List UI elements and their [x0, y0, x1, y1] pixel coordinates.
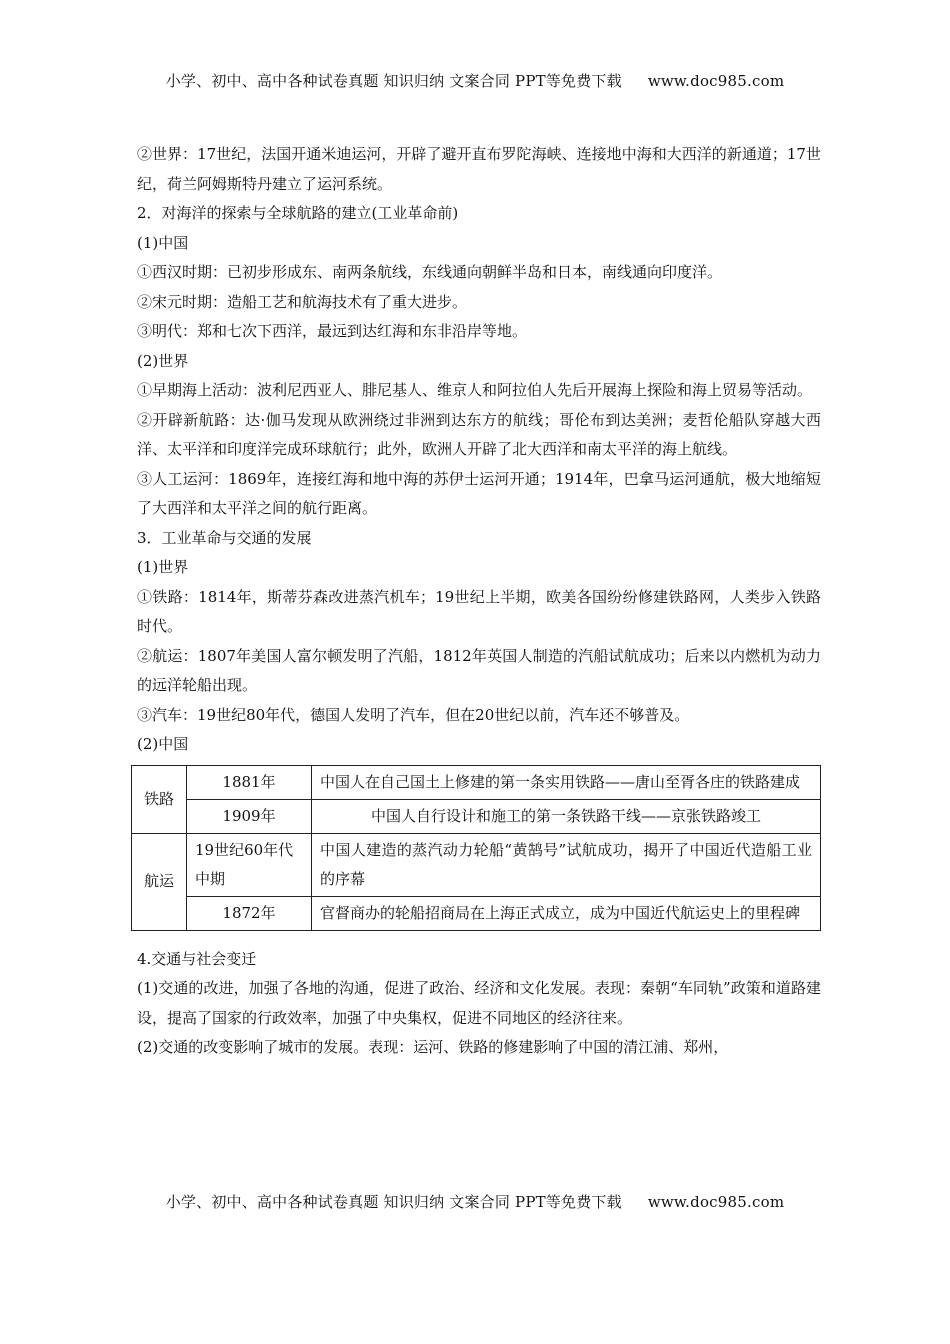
china-transport-table — [131, 765, 821, 931]
header-site: www.doc985.com — [647, 72, 785, 90]
section-3-world-item-2: ②航运：1807年美国人富尔顿发明了汽船，1812年英国人制造的汽船试航成功；后来以内燃机为动力的远洋轮船出现。 — [137, 646, 821, 694]
table-cell-desc: 中国人自行设计和施工的第一条铁路干线——京张铁路竣工 — [312, 799, 821, 833]
section-2-title: 2．对海洋的探索与全球航路的建立(工业革命前) — [137, 204, 459, 222]
section-4-title: 4.交通与社会变迁 — [137, 949, 257, 968]
section-2-world-heading: (2)世界 — [137, 351, 189, 370]
section-3-world-item-1: ①铁路：1814年，斯蒂芬森改进蒸汽机车；19世纪上半期，欧美各国纷纷修建铁路网，人类步入铁路时代。 — [137, 587, 821, 635]
table-cell-desc: 中国人在自己国土上修建的第一条实用铁路——唐山至胥各庄的铁路建成 — [312, 765, 821, 799]
section-2-china-item-3: ③明代：郑和七次下西洋，最远到达红海和东非沿岸等地。 — [137, 322, 528, 340]
paragraph-world-canals: ②世界：17世纪，法国开通米迪运河，开辟了避开直布罗陀海峡、连接地中海和大西洋的新通道；17世纪，荷兰阿姆斯特丹建立了运河系统。 — [137, 145, 821, 193]
category-shipping: 航运 — [132, 833, 187, 930]
table-cell-year: 1881年 — [187, 765, 312, 799]
section-3-world-item-3: ③汽车：19世纪80年代，德国人发明了汽车，但在20世纪以前，汽车还不够普及。 — [137, 705, 690, 724]
table-row — [132, 765, 821, 799]
header-text: 小学、初中、高中各种试卷真题 知识归纳 文案合同 PPT等免费下载 — [165, 72, 622, 90]
section-2-world-item-3: ③人工运河：1869年，连接红海和地中海的苏伊士运河开通；1914年，巴拿马运河通航，极大地缩短了大西洋和太平洋之间的航行距离。 — [137, 469, 821, 517]
section-2-china-heading: (1)中国 — [137, 233, 189, 252]
table-cell-year: 19世纪60年代中期 — [187, 833, 312, 896]
section-3-title: 3．工业革命与交通的发展 — [137, 528, 312, 547]
page-footer — [0, 1191, 950, 1212]
table-row — [132, 799, 821, 833]
table-cell-year: 1909年 — [187, 799, 312, 833]
section-2-china-item-1: ①西汉时期：已初步形成东、南两条航线，东线通向朝鲜半岛和日本，南线通向印度洋。 — [137, 263, 723, 281]
category-railway: 铁路 — [132, 765, 187, 833]
document-body — [137, 140, 821, 1063]
section-4-item-1: (1)交通的改进，加强了各地的沟通，促进了政治、经济和文化发展。表现：秦朝“车同轨”政策和道路建设，提高了国家的行政效率，加强了中央集权，促进不同地区的经济往来。 — [137, 979, 821, 1027]
table-row — [132, 833, 821, 896]
section-3-china-heading: (2)中国 — [137, 735, 189, 753]
section-3-world-heading: (1)世界 — [137, 558, 189, 576]
table-cell-desc: 中国人建造的蒸汽动力轮船“黄鹄号”试航成功，揭开了中国近代造船工业的序幕 — [312, 833, 821, 896]
table-row — [132, 896, 821, 930]
section-2-world-item-1: ①早期海上活动：波利尼西亚人、腓尼基人、维京人和阿拉伯人先后开展海上探险和海上贸易等活动。 — [137, 381, 813, 399]
footer-text: 小学、初中、高中各种试卷真题 知识归纳 文案合同 PPT等免费下载 — [165, 1193, 622, 1211]
section-2-china-item-2: ②宋元时期：造船工艺和航海技术有了重大进步。 — [137, 292, 468, 311]
section-2-world-item-2: ②开辟新航路：达·伽马发现从欧洲绕过非洲到达东方的航线；哥伦布到达美洲；麦哲伦船队穿越大西洋、太平洋和印度洋完成环球航行；此外，欧洲人开辟了北大西洋和南太平洋的海上航线。 — [137, 410, 821, 458]
table-cell-year: 1872年 — [187, 896, 312, 930]
spacer — [137, 931, 821, 945]
footer-site: www.doc985.com — [647, 1193, 785, 1211]
table-cell-desc: 官督商办的轮船招商局在上海正式成立，成为中国近代航运史上的里程碑 — [312, 896, 821, 930]
section-4-item-2: (2)交通的改变影响了城市的发展。表现：运河、铁路的修建影响了中国的清江浦、郑州， — [137, 1038, 729, 1056]
page-header — [0, 70, 950, 91]
